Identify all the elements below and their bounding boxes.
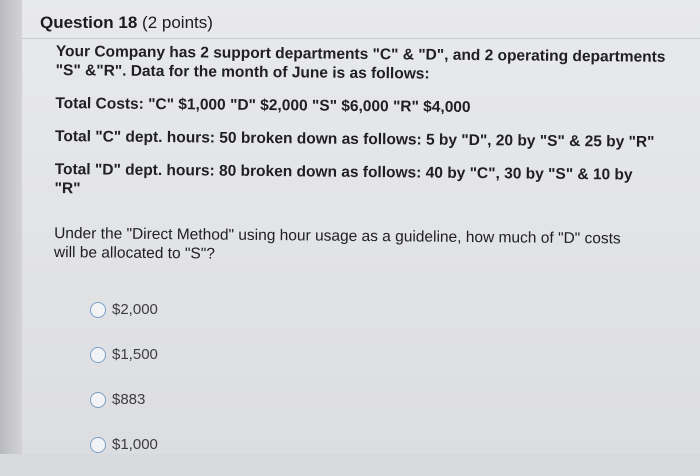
question-card: [22, 0, 700, 454]
answer-options: [90, 296, 310, 476]
left-sidebar-edge: [0, 0, 22, 454]
stem-d-hours-line-1: Total "D" dept. hours: 80 broken down as follows: 40 by "C", 30 by "S" & 10 by: [54, 160, 633, 184]
answer-option[interactable]: [90, 341, 310, 369]
answer-option-label: $2,000: [112, 301, 158, 318]
stem-intro-line-1: Your Company has 2 support departments "C" & "D", and 2 operating departments: [55, 42, 666, 66]
header-divider: [22, 38, 700, 39]
answer-option[interactable]: [90, 386, 310, 414]
question-points: (2 points): [142, 13, 213, 32]
question-stem: [53, 42, 666, 268]
answer-option[interactable]: [90, 431, 310, 459]
stem-total-costs: Total Costs: "C" $1,000 "D" $2,000 "S" $6,000 "R" $4,000: [55, 94, 471, 116]
stem-d-hours-line-2: "R": [54, 179, 81, 198]
radio-button[interactable]: [90, 347, 106, 363]
radio-button[interactable]: [90, 392, 106, 408]
answer-option-label: $1,500: [112, 346, 158, 363]
answer-option-label: $883: [112, 391, 146, 408]
stem-prompt-line-1: Under the "Direct Method" using hour usage as a guideline, how much of "D" costs: [54, 224, 621, 248]
radio-button[interactable]: [90, 437, 106, 453]
stem-intro-line-2: "S" &"R". Data for the month of June is as follows:: [55, 61, 430, 83]
stem-c-hours: Total "C" dept. hours: 50 broken down as follows: 5 by "D", 20 by "S" & 25 by "R": [55, 127, 655, 151]
radio-button[interactable]: [90, 302, 106, 318]
answer-option-label: $1,000: [112, 436, 158, 453]
stem-prompt-line-2: will be allocated to "S"?: [53, 243, 215, 263]
answer-option[interactable]: [90, 296, 310, 324]
question-title: Question 18: [40, 13, 138, 32]
question-header: [40, 10, 680, 36]
